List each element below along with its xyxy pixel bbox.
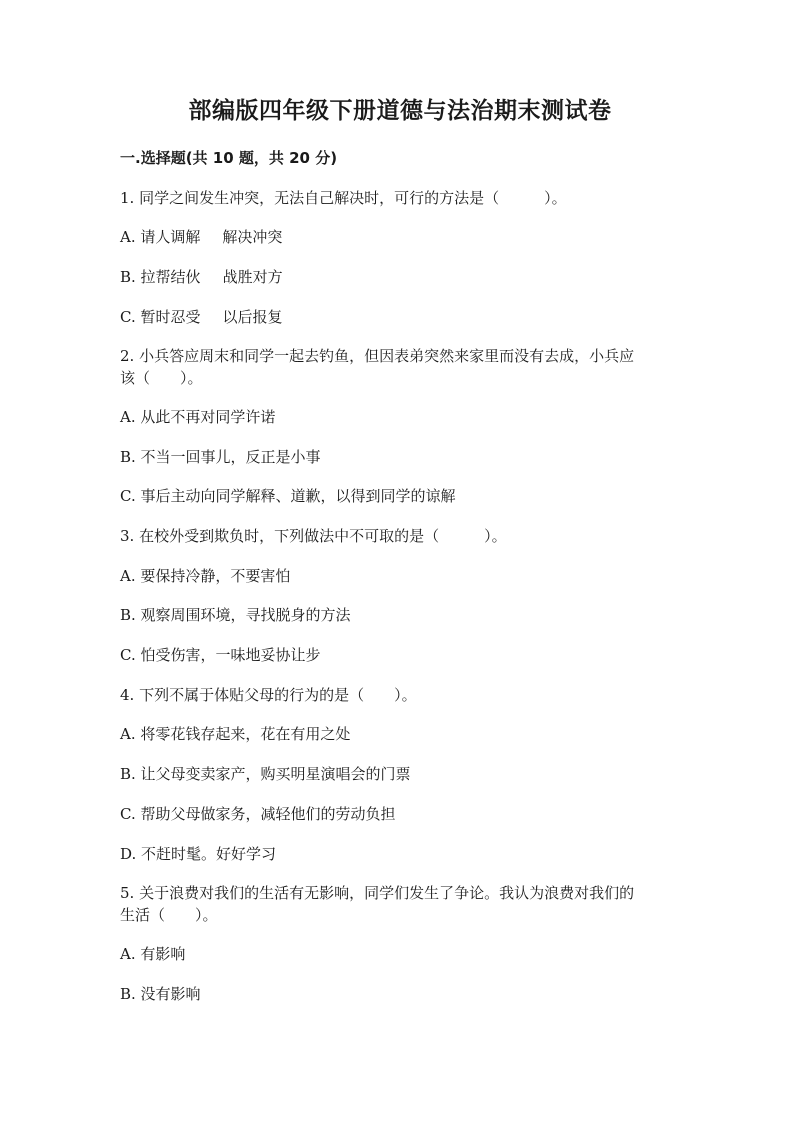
- question-3-option-a: A. 要保持冷静，不要害怕: [120, 567, 291, 585]
- question-2-stem-line1: 2. 小兵答应周末和同学一起去钓鱼，但因表弟突然来家里而没有去成，小兵应: [120, 347, 635, 365]
- question-4-option-b: B. 让父母变卖家产，购买明星演唱会的门票: [120, 765, 411, 783]
- question-1-option-b: [120, 266, 680, 288]
- question-3-stem: 3. 在校外受到欺负时，下列做法中不可取的是（ ）。: [120, 527, 507, 545]
- exam-title: 部编版四年级下册道德与法治期末测试卷: [188, 98, 612, 124]
- option-text: 解决冲突: [222, 228, 283, 246]
- question-1-option-a: [120, 226, 680, 248]
- question-5-stem-line2: 生活（ ）。: [120, 906, 218, 924]
- question-4-option-d: D. 不赶时髦。好好学习: [120, 845, 277, 863]
- question-5-option-a: A. 有影响: [120, 945, 186, 963]
- option-text: 以后报复: [222, 308, 283, 326]
- question-4-stem: 4. 下列不属于体贴父母的行为的是（ ）。: [120, 686, 417, 704]
- question-1-stem: 1. 同学之间发生冲突，无法自己解决时，可行的方法是（ ）。: [120, 189, 567, 207]
- question-1-option-c: [120, 306, 680, 328]
- question-5-stem-line1: 5. 关于浪费对我们的生活有无影响，同学们发生了争论。我认为浪费对我们的: [120, 884, 635, 902]
- question-4-option-c: C. 帮助父母做家务，减轻他们的劳动负担: [120, 805, 396, 823]
- question-3-option-b: B. 观察周围环境，寻找脱身的方法: [120, 606, 351, 624]
- option-label: C. 暂时忍受: [120, 308, 201, 326]
- section-heading: 一.选择题(共 10 题，共 20 分): [120, 149, 338, 167]
- option-text: 战胜对方: [222, 268, 283, 286]
- question-4-option-a: A. 将零花钱存起来，花在有用之处: [120, 725, 351, 743]
- question-5-option-b: B. 没有影响: [120, 985, 201, 1003]
- question-3-option-c: C. 怕受伤害，一味地妥协让步: [120, 646, 321, 664]
- question-2-option-c: C. 事后主动向同学解释、道歉，以得到同学的谅解: [120, 487, 456, 505]
- option-label: A. 请人调解: [120, 228, 201, 246]
- question-2-stem-line2: 该（ ）。: [120, 369, 203, 387]
- option-label: B. 拉帮结伙: [120, 268, 201, 286]
- question-2-option-a: A. 从此不再对同学许诺: [120, 408, 276, 426]
- question-2-option-b: B. 不当一回事儿，反正是小事: [120, 448, 321, 466]
